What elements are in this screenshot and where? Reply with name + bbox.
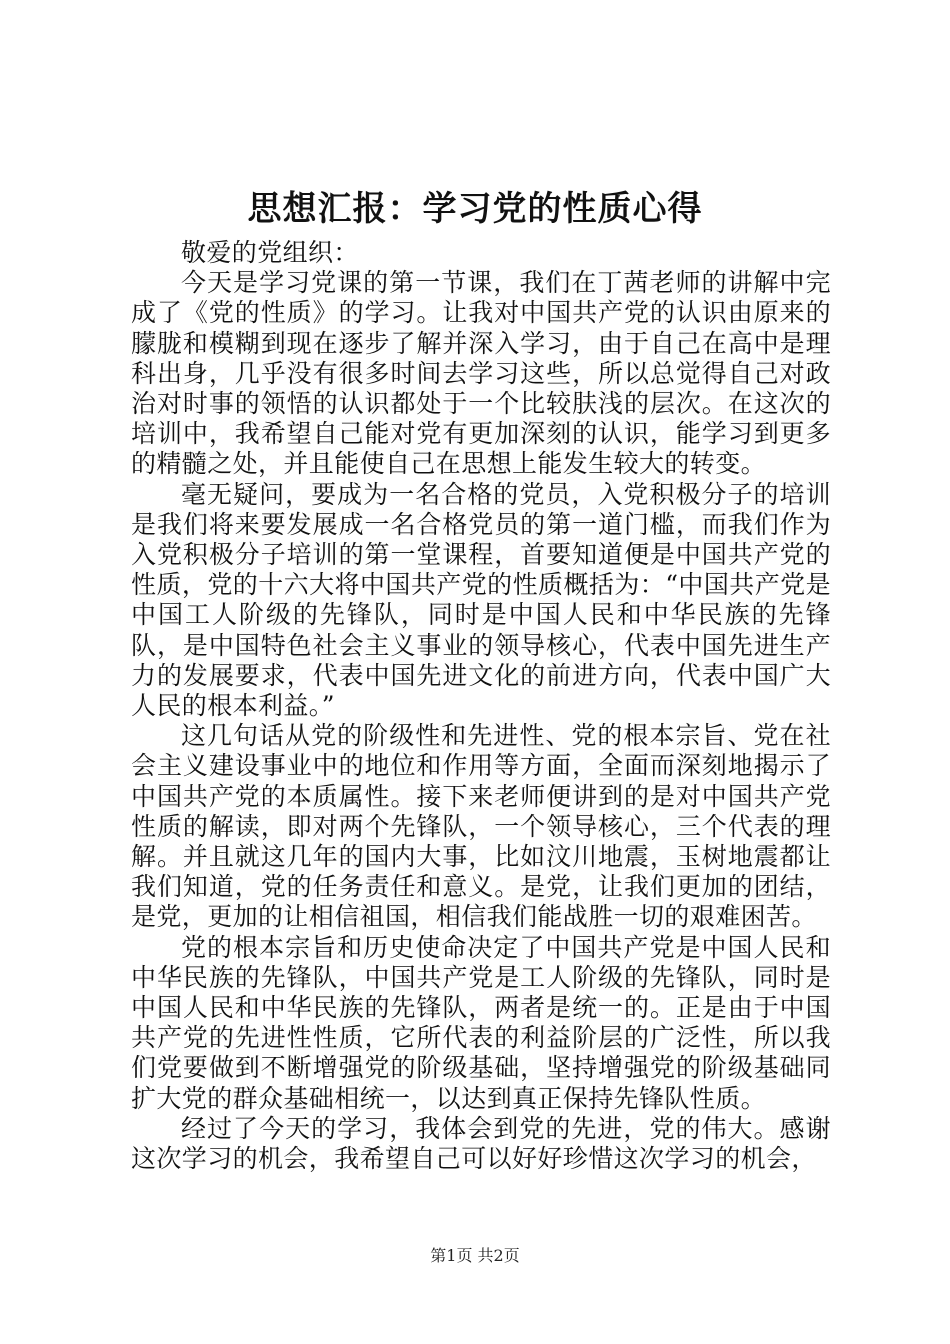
paragraph-2: 毫无疑问，要成为一名合格的党员，入党积极分子的培训是我们将来要发展成一名合格党员的第一道门槛，而我们作为入党积极分子培训的第一堂课程，首要知道便是中国共产党的性质，党的十六大将中国共产党的性质概括为：“中国共产党是中国工人阶级的先锋队，同时是中国人民和中华民族的先锋队，是中国特色社会主义事业的领导核心，代表中国先进生产力的发展要求，代表中国先进文化的前进方向，代表中国广大人民的根本利益。”: [131, 479, 831, 721]
document-title: 思想汇报：学习党的性质心得: [247, 189, 703, 229]
paragraph-1: 今天是学习党课的第一节课，我们在丁茜老师的讲解中完成了《党的性质》的学习。让我对中国共产党的认识由原来的朦胧和模糊到现在逐步了解并深入学习，由于自己在高中是理科出身，几乎没有很多时间去学习这些，所以总觉得自己对政治对时事的领悟的认识都处于一个比较肤浅的层次。在这次的培训中，我希望自己能对党有更加深刻的认识，能学习到更多的精髓之处，并且能使自己在思想上能发生较大的转变。: [131, 268, 831, 479]
paragraph-5: 经过了今天的学习，我体会到党的先进，党的伟大。感谢这次学习的机会，我希望自己可以好好珍惜这次学习的机会，: [131, 1113, 831, 1174]
document-body: [131, 238, 831, 1174]
paragraph-4: 党的根本宗旨和历史使命决定了中国共产党是中国人民和中华民族的先锋队，中国共产党是工人阶级的先锋队，同时是中国人民和中华民族的先锋队，两者是统一的。正是由于中国共产党的先进性性质，它所代表的利益阶层的广泛性，所以我们党要做到不断增强党的阶级基础，坚持增强党的阶级基础同扩大党的群众基础相统一，以达到真正保持先锋队性质。: [131, 932, 831, 1113]
page-number-footer: 第1页 共2页: [430, 1246, 520, 1265]
salutation: 敬爱的党组织：: [181, 238, 359, 267]
paragraph-3: 这几句话从党的阶级性和先进性、党的根本宗旨、党在社会主义建设事业中的地位和作用等方面，全面而深刻地揭示了中国共产党的本质属性。接下来老师便讲到的是对中国共产党性质的解读，即对两个先锋队，一个领导核心，三个代表的理解。并且就这几年的国内大事，比如汶川地震，玉树地震都让我们知道，党的任务责任和意义。是党，让我们更加的团结，是党，更加的让相信祖国，相信我们能战胜一切的艰难困苦。: [131, 721, 831, 932]
